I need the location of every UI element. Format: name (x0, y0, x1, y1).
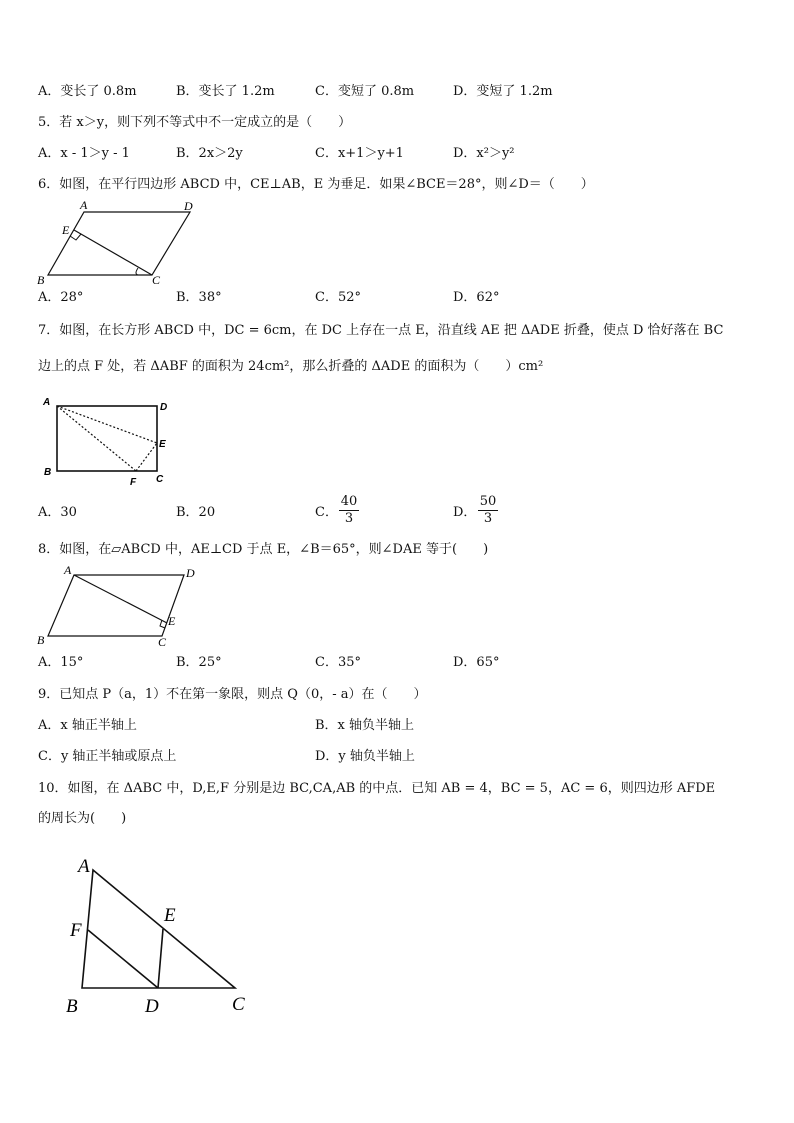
q7-stem-line2: 边上的点 F 处，若 ΔABF 的面积为 24cm²，那么折叠的 ΔADE 的面积为（ ）cm² (38, 359, 544, 374)
q6-stem: 6．如图，在平行四边形 ABCD 中，CE⊥AB，E 为垂足．如果∠BCE＝28°，则∠D＝（ ） (38, 177, 594, 192)
q9-option-c: C．y 轴正半轴或原点上 (38, 749, 177, 764)
q8-option-c: C．35° (315, 655, 361, 670)
q8-label-d: D (186, 566, 195, 580)
q5-option-d: D．x²＞y² (453, 146, 515, 161)
q8-option-a: A．15° (38, 655, 84, 670)
q10-label-d: D (145, 996, 159, 1017)
q8-option-d: D．65° (453, 655, 500, 670)
q8-figure (34, 562, 209, 650)
q9-option-d: D．y 轴负半轴上 (315, 749, 415, 764)
q6-option-c: C．52° (315, 290, 361, 305)
q7-option-c: C． (315, 505, 338, 520)
q10-label-b: B (66, 996, 78, 1017)
q7-frac-c-den: 3 (344, 511, 354, 526)
q5-stem: 5．若 x＞y，则下列不等式中不一定成立的是（ ） (38, 115, 352, 130)
q5-option-b: B．2x＞2y (176, 146, 243, 161)
q5-option-c: C．x+1＞y+1 (315, 146, 404, 161)
q7-frac-d-num: 50 (479, 494, 497, 509)
q7-option-c-fraction (339, 494, 359, 527)
q7-frac-d-den: 3 (483, 511, 493, 526)
q6-label-a: A (80, 198, 88, 212)
q10-triangle-diagram (60, 850, 260, 1020)
q4-option-c: C．变短了 0.8m (315, 84, 415, 99)
q6-option-d: D．62° (453, 290, 500, 305)
q6-label-d: D (184, 199, 193, 213)
q8-parallelogram-diagram (34, 562, 209, 650)
q10-stem-line2: 的周长为( ) (38, 811, 127, 826)
q6-option-b: B．38° (176, 290, 222, 305)
q7-label-e: E (159, 439, 166, 450)
q8-label-b: B (37, 633, 45, 647)
q10-figure (60, 850, 260, 1020)
q7-label-c: C (156, 474, 164, 485)
q6-label-e: E (62, 223, 70, 237)
q6-label-b: B (37, 273, 45, 287)
q7-label-a: A (43, 397, 51, 408)
q7-figure (40, 392, 175, 488)
q7-option-d: D． (453, 505, 477, 520)
q8-label-e: E (168, 614, 176, 628)
q10-label-e: E (164, 905, 176, 926)
q8-stem: 8．如图，在▱ABCD 中，AE⊥CD 于点 E，∠B＝65°，则∠DAE 等于( ) (38, 542, 489, 557)
q6-option-a: A．28° (38, 290, 84, 305)
q4-option-b: B．变长了 1.2m (176, 84, 275, 99)
q7-option-d-fraction (478, 494, 498, 527)
q7-rectangle-diagram (40, 392, 175, 488)
q7-label-d: D (160, 402, 168, 413)
q8-option-b: B．25° (176, 655, 222, 670)
q8-label-a: A (64, 563, 72, 577)
q6-figure (34, 198, 204, 288)
q7-option-b: B．20 (176, 505, 216, 520)
q7-stem-line1: 7．如图，在长方形 ABCD 中，DC = 6cm，在 DC 上存在一点 E，沿直线 AE 把 ΔADE 折叠，使点 D 恰好落在 BC (38, 323, 724, 338)
q9-option-a: A．x 轴正半轴上 (38, 718, 137, 733)
q6-parallelogram-diagram (34, 198, 204, 288)
q10-label-f: F (70, 920, 82, 941)
q4-option-a: A．变长了 0.8m (38, 84, 137, 99)
q7-option-a: A．30 (38, 505, 77, 520)
q5-option-a: A．x - 1＞y - 1 (38, 146, 130, 161)
q10-stem-line1: 10．如图，在 ΔABC 中，D,E,F 分别是边 BC,CA,AB 的中点．已知 AB = 4，BC = 5，AC = 6，则四边形 AFDE (38, 781, 716, 796)
q8-label-c: C (158, 635, 167, 649)
q7-label-f: F (130, 477, 137, 488)
q10-label-a: A (78, 856, 90, 877)
q10-label-c: C (232, 994, 245, 1015)
q7-frac-c-num: 40 (340, 494, 358, 509)
q6-label-c: C (152, 273, 161, 287)
q9-stem: 9．已知点 P（a，1）不在第一象限，则点 Q（0，- a）在（ ） (38, 687, 427, 702)
q7-label-b: B (44, 467, 52, 478)
q9-option-b: B．x 轴负半轴上 (315, 718, 415, 733)
q4-option-d: D．变短了 1.2m (453, 84, 553, 99)
